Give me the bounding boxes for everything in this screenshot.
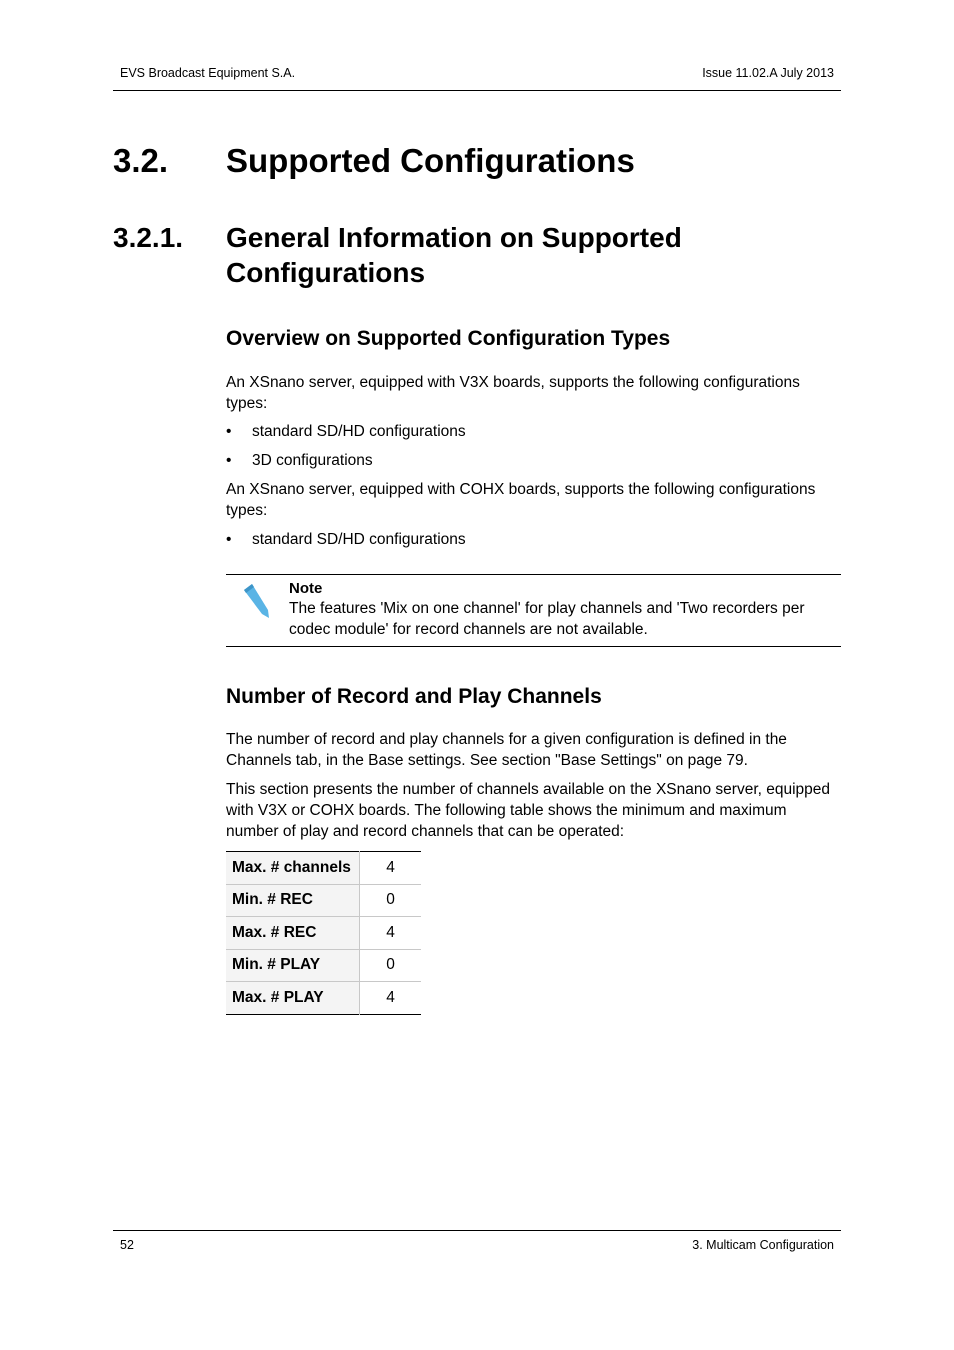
table-row — [226, 884, 421, 917]
header-company: EVS Broadcast Equipment S.A. — [120, 66, 296, 80]
list-item-text: standard SD/HD configurations — [252, 531, 466, 548]
list-item — [226, 421, 466, 442]
table-row-value: 4 — [360, 852, 422, 885]
table-row-label: Max. # PLAY — [226, 982, 360, 1015]
note-title: Note — [289, 580, 323, 597]
list-item — [226, 529, 466, 550]
table-row-label: Max. # REC — [226, 917, 360, 950]
table-row-label: Min. # REC — [226, 884, 360, 917]
list-item — [226, 450, 373, 471]
header-rule — [113, 90, 841, 91]
table-row — [226, 852, 421, 885]
section-number: 3.2. — [113, 142, 169, 179]
table-row — [226, 949, 421, 982]
table-row — [226, 917, 421, 950]
list-item-text: standard SD/HD configurations — [252, 423, 466, 440]
overview-heading: Overview on Supported Configuration Types — [226, 327, 671, 350]
table-row-value: 4 — [386, 988, 395, 1006]
header-issue: Issue 11.02.A July 2013 — [702, 66, 834, 80]
channels-heading: Number of Record and Play Channels — [226, 685, 602, 708]
channels-paragraph-settings: The number of record and play channels for a given configuration is defined in the Channels tab, in the Base settings. See section "Base Settings" on page 79. — [226, 731, 787, 769]
table-row-value: 0 — [360, 949, 422, 982]
table-row — [226, 982, 421, 1015]
section-title: Supported Configurations — [226, 142, 635, 179]
bullet-symbol: • — [226, 531, 232, 548]
table-row-label: Max. # channels — [226, 852, 360, 885]
overview-paragraph-cohx: An XSnano server, equipped with COHX boards, supports the following configurations types: — [226, 481, 816, 519]
table-row-value: 4 — [360, 917, 422, 950]
channels-paragraph-table-intro: This section presents the number of channels available on the XSnano server, equipped with V3X or COHX boards. The following table shows the minimum and maximum number of play and record channels that can be operated: — [226, 781, 831, 840]
bullet-symbol: • — [226, 423, 232, 440]
footer-chapter: 3. Multicam Configuration — [692, 1238, 834, 1252]
list-item-text: 3D configurations — [252, 452, 373, 469]
table-row-label: Min. # PLAY — [226, 949, 360, 982]
page-number: 52 — [120, 1238, 134, 1252]
subsection-number: 3.2.1. — [113, 222, 184, 253]
note-text: The features 'Mix on one channel' for play channels and 'Two recorders per codec module' for record channels are not available. — [289, 600, 805, 638]
subsection-title: General Information on Supported Configurations — [226, 222, 682, 288]
table-row-value: 0 — [360, 884, 422, 917]
overview-paragraph-v3x: An XSnano server, equipped with V3X boards, supports the following configurations types: — [226, 374, 800, 412]
bullet-symbol: • — [226, 452, 232, 469]
footer-rule — [113, 1230, 841, 1231]
channels-table — [226, 851, 421, 1015]
pencil-icon — [240, 580, 272, 620]
